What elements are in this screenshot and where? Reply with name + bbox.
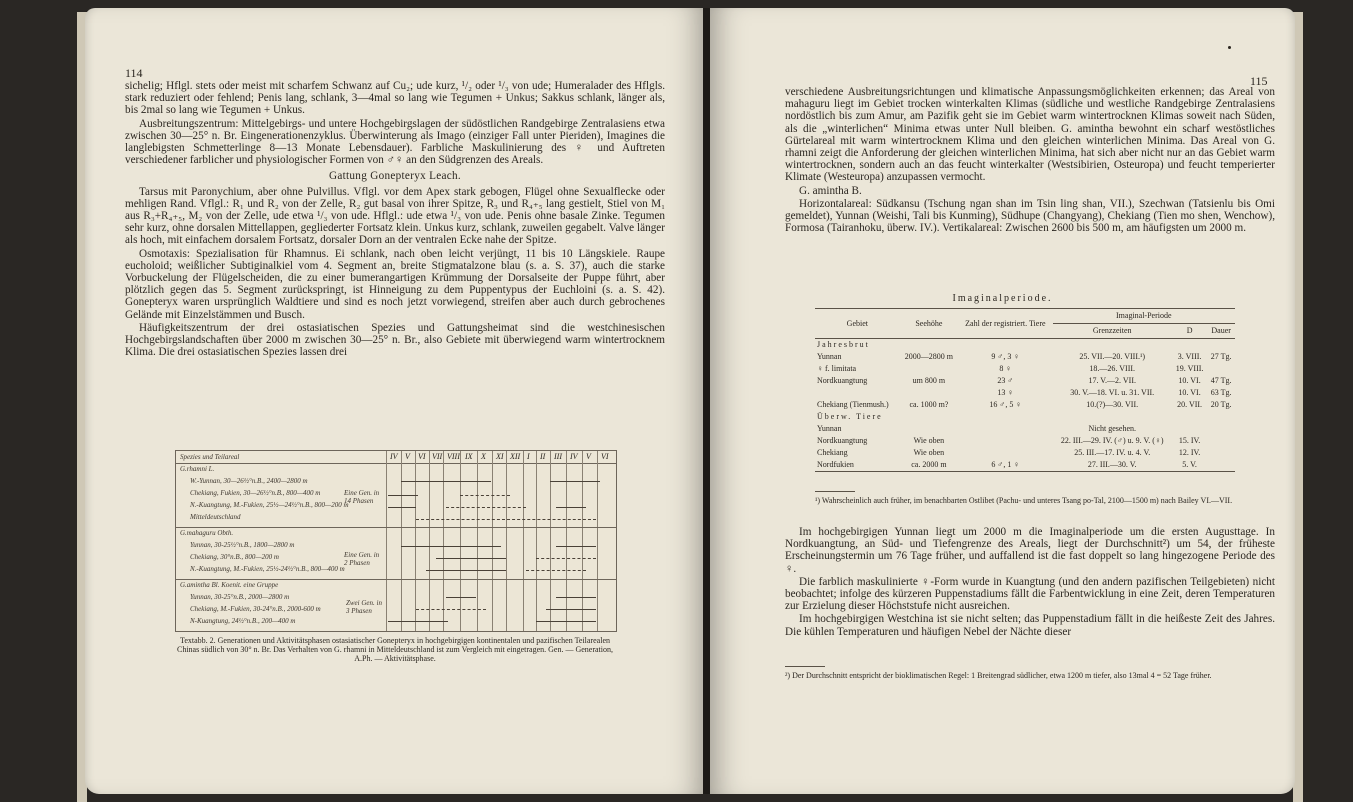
grid-line — [386, 451, 387, 631]
activity-bar — [536, 621, 596, 622]
paragraph: sichelig; Hflgl. stets oder meist mit scharfem Schwanz auf Cu₂; ude kurz, ¹/₂ oder ¹/₃ von ude; Humeralader des Hflgls. stark reduziert oder fehlend; Penis lang, schlank, 3—4mal so lang wie Tegumen + Unkus; Sakkus schlank, länger als, bis 2mal so lang wie Tegumen + Unkus. — [125, 80, 665, 117]
table-cell — [815, 387, 900, 399]
grid-line — [566, 451, 567, 631]
generation-note: Eine Gen. in 2 Phasen — [344, 551, 380, 567]
activity-bar — [388, 495, 418, 496]
activity-bar — [556, 597, 596, 598]
grid-line — [582, 451, 583, 631]
generation-note: Eine Gen. in 14 Phasen — [344, 489, 380, 505]
activity-bar — [388, 507, 416, 508]
table-cell — [900, 387, 958, 399]
page-number: 115 — [1250, 74, 1268, 88]
footnote-rule — [785, 666, 825, 667]
grid-line — [506, 451, 507, 631]
activity-bar — [556, 546, 596, 547]
grid-line — [460, 451, 461, 631]
month-label: IV — [390, 452, 398, 461]
table-cell: 30. V.—18. VI. u. 31. VII. — [1070, 388, 1155, 397]
activity-bar — [446, 597, 476, 598]
footnote: ²) Der Durchschnitt entspricht der bioklimatischen Regel: 1 Breitengrad südlicher, etwa 1200 m tiefer, also 13mal 4 = 52 Tage früher. — [785, 671, 1212, 680]
region-label: Chekiang, 30°n.B., 800—200 m — [190, 553, 279, 561]
text-column — [125, 80, 665, 359]
grid-line — [443, 451, 444, 631]
table-cell: 12. IV. — [1178, 448, 1201, 457]
grid-line — [429, 451, 430, 631]
table-cell — [1207, 411, 1235, 423]
table-cell — [900, 423, 958, 435]
table-cell: 10. VI. — [1178, 376, 1201, 385]
month-label: IX — [465, 452, 473, 461]
table-header-row — [815, 309, 1235, 324]
table-cell: um 800 m — [912, 376, 946, 385]
table-cell: 17. V.—2. VII. — [1088, 376, 1136, 385]
table-cell: 25. VII.—20. VIII.¹) — [1079, 352, 1146, 361]
paragraph: Horizontalareal: Südkansu (Tschung ngan shan im Tsin ling shan, VII.), Szechwan (Tatsienlu bis Omi gemeldet), Yunnan (Weishi, Tali bis Kunming), Südhupe (Changyang), Chekiang (Tien mo shen, Wenchow), Formosa (Tairanhoku, überw. IV.). Vertikalareal: Zwischen 2600 bis 500 m, am häufigsten um 2000 m. — [785, 197, 1275, 235]
table-cell: 27. III.—30. V. — [1053, 459, 1172, 472]
month-label: II — [540, 452, 546, 461]
inactive-bar — [416, 609, 486, 610]
table-cell: 63 Tg. — [1210, 388, 1232, 397]
right-page — [710, 8, 1295, 794]
inactive-bar — [446, 507, 526, 508]
table-cell: ca. 1000 m? — [909, 400, 949, 409]
table-cell: 15. IV. — [1178, 436, 1201, 445]
month-label: XII — [510, 452, 521, 461]
grid-line — [550, 451, 551, 631]
inactive-bar — [460, 495, 510, 496]
table-row — [815, 459, 1235, 472]
column-header: Imaginal-Periode — [1053, 309, 1235, 324]
table-cell — [1207, 459, 1235, 472]
table-cell: 22. III.—29. IV. (♂) u. 9. V. (♀) — [1060, 436, 1164, 445]
table-cell: Nordkuangtung — [817, 436, 868, 445]
species-title: G.mahaguru Obth. — [180, 529, 234, 537]
table-cell: Nordkuangtung — [817, 376, 868, 385]
column-header: Dauer — [1207, 324, 1235, 339]
table-cell — [1207, 423, 1235, 435]
table-cell: Yunnan — [817, 352, 842, 361]
month-label: VII — [432, 452, 443, 461]
month-label: IV — [570, 452, 578, 461]
table-cell: 9 ♂, 3 ♀ — [991, 352, 1020, 361]
table-cell — [1053, 339, 1172, 352]
region-label: Chekiang, Fukien, 30—26½°n.B., 800—400 m — [190, 489, 321, 497]
grid-line — [523, 451, 524, 631]
paragraph: Osmotaxis: Spezialisation für Rhamnus. Ei schlank, nach oben leicht verjüngt, 11 bis 10 Längskiele. Raupe eucholoid; weißlicher Subtiginalkiel vom 4. Segment an, breite Stigmatalzone blau (s. a. S. 37), auch die starke Vorbuckelung der Flügelscheiden, die zu einer bumerangartigen Krümmung der Dorsalseite der Puppe führt, aber plötzlich gegen das 5. Segment zurückspringt, ist Hinneigung zu dem Puppentypus der Euchloini (s. a. S. 42). Gonepteryx waren ursprünglich Waldtiere und sind es noch jetzt vorwiegend, streifen aber auch durch gebrochenes Gelände mit Einzelstämmen und Busch. — [125, 247, 665, 321]
figure-header-label: Spezies und Teilareal — [180, 453, 240, 461]
table-cell — [900, 411, 958, 423]
paragraph: Im hochgebirgigen Yunnan liegt um 2000 m die Imaginalperiode um die ersten Augusttage. In Nordkuangtung, an Süd- und Tiefengrenze des Areals, liegt der Durchschnitt²) um 54, der früheste Erscheinungstermin um 76 Tage früher, und auffallend ist die fast doppelt so lang hingezogene Periode des ♀. — [785, 526, 1275, 575]
imaginal-period-table — [815, 308, 1235, 472]
group-divider — [176, 579, 616, 580]
table-cell: Wie oben — [913, 448, 945, 457]
activity-bar — [436, 558, 506, 559]
table-cell — [900, 363, 958, 375]
table-cell: ca. 2000 m — [900, 459, 958, 472]
paragraph: Häufigkeitszentrum der drei ostasiatischen Spezies und Gattungsheimat sind die westchinesischen Hochgebirgslandschaften über 2000 m zwischen 30—25° n. Br., also Gebiete mit überwiegend warm wintertrocknem Klima. Die drei ostasiatischen Spezies lassen drei — [125, 321, 665, 359]
table-row — [815, 447, 1235, 459]
paragraph: Die farblich maskulinierte ♀-Form wurde in Kuangtung (und den andern pazifischen Teilgebieten) nicht beobachtet; infolge des kürzeren Puppenstadiums fällt die Farbentwicklung in eine Zeit, deren Temperaturen zur Erzielung dieser Höchststufe nicht ausreichen. — [785, 575, 1275, 613]
table-row — [815, 363, 1235, 375]
month-label: III — [554, 452, 562, 461]
table-cell: Nicht gesehen. — [1088, 424, 1136, 433]
table-cell: 18.—26. VIII. — [1089, 364, 1136, 373]
group-divider — [176, 527, 616, 528]
table-cell — [1053, 411, 1172, 423]
species-title: G.rhamni L. — [180, 465, 215, 473]
genus-heading: Gattung Gonepteryx Leach. — [328, 170, 462, 183]
grid-line — [401, 451, 402, 631]
table-cell: 27 Tg. — [1210, 352, 1232, 361]
month-label: V — [405, 452, 410, 461]
region-label: Yunnan, 30-25°n.B., 2000—2800 m — [190, 593, 290, 601]
column-header: Seehöhe — [900, 309, 958, 339]
paragraph: Im hochgebirgigen Westchina ist sie nicht selten; das Puppenstadium fällt in die heißeste Zeit des Jahres. Die kühlen Temperaturen und häufigen Nebel der Nächte dieser — [785, 613, 1275, 638]
table-cell: 25. III.—17. IV. u. 4. V. — [1074, 448, 1151, 457]
activity-bar — [426, 570, 506, 571]
table-row — [815, 411, 1235, 423]
table-cell — [1207, 447, 1235, 459]
open-book — [55, 8, 1295, 794]
table-cell — [958, 339, 1052, 352]
table-cell — [900, 339, 958, 352]
table-cell — [958, 447, 1052, 459]
table-cell: 3. VIII. — [1177, 352, 1202, 361]
grid-line — [536, 451, 537, 631]
month-label: VI — [601, 452, 609, 461]
region-label: N.-Kuangtung, M.-Fukien, 25½-24½°n.B., 800—400 m — [190, 565, 345, 573]
footnote-rule — [815, 491, 855, 492]
footnote: ¹) Wahrscheinlich auch früher, im benachbarten Ostlibet (Pachu- und unteres Tsang po-Tal, 2100—1500 m) nach Bailey VI.—VII. — [815, 496, 1233, 505]
table-cell: 19. VIII. — [1175, 364, 1204, 373]
paragraph: verschiedene Ausbreitungsrichtungen und klimatische Anpassungsmöglichkeiten erkennen; das Areal von mahaguru liegt im Gebiet trocken winterkalten Klimas (südliche und westliche Randgebirge Zentralasiens nordöstlich bis zum Amur, am Pazifik geht sie im Gebiet warm wintertrocknen Klimas soweit nach Süden, als die „winterlichen“ Minima etwas unter Null bleiben. G. amintha bewohnt ein scharf westöstliches Gürtelareal mit warm wintertrocknem Klima und den gleichen winterlichen Minima. Das Areal von G. rhamni zeigt die Anforderung der gleichen winterlichen Minima, hat sich aber nicht nur an das Gebiet warm wintertrocknen, sondern auch an das feucht winterkalter (Westsibirien, Osteuropa) und feucht temperierter Klimate (Westeuropa) anzupassen vermocht. — [785, 86, 1275, 184]
printer-mark — [1228, 46, 1231, 49]
inactive-bar — [416, 519, 596, 520]
table-cell — [1172, 339, 1207, 352]
generation-figure — [175, 450, 617, 632]
table-cell — [1207, 435, 1235, 447]
activity-bar — [546, 609, 596, 610]
paragraph: Ausbreitungszentrum: Mittelgebirgs- und untere Hochgebirgslagen der südöstlichen Randgebirge Zentralasiens etwa zwischen 30—25° n. Br. Eingenerationenzyklus. Überwinterung als Imago (einziger Fall unter Pieriden), Imagines die langlebigsten Schmetterlinge 8—13 Monate Lebensdauer). Farbliche Maskulinierung des ♀ und Auftreten verschiedener farblicher und physiologischer Formen von ♂♀ an den Südgrenzen des Areals. — [125, 117, 665, 167]
table-cell: 8 ♀ — [999, 364, 1012, 373]
table-row — [815, 351, 1235, 363]
table-row — [815, 399, 1235, 411]
month-label: I — [527, 452, 530, 461]
column-header: Gebiet — [815, 309, 900, 339]
table-cell: 2000—2800 m — [904, 352, 954, 361]
region-label: W.-Yunnan, 30—26½°n.B., 2400—2800 m — [190, 477, 308, 485]
text-column — [785, 86, 1275, 235]
grid-line — [415, 451, 416, 631]
region-label: N.-Kuangtung, M.-Fukien, 25½—24½°n.B., 800—200 m — [190, 501, 349, 509]
table-cell: Jahresbrut — [817, 340, 870, 349]
month-label: VI — [418, 452, 426, 461]
activity-bar — [550, 481, 600, 482]
table-cell: 10.(?)—30. VII. — [1086, 400, 1139, 409]
table-cell — [958, 423, 1052, 435]
table-cell — [958, 435, 1052, 447]
table-cell: 5. V. — [1172, 459, 1207, 472]
table-row — [815, 339, 1235, 352]
species-title: G.amintha Bl. Koenit. eine Gruppe — [180, 581, 279, 589]
region-label: Yunnan, 30-25½°n.B., 1800—2800 m — [190, 541, 295, 549]
table-row — [815, 435, 1235, 447]
table-cell: ♀ f. limitata — [817, 364, 857, 373]
table-cell: 20. VII. — [1177, 400, 1203, 409]
figure-caption: Textabb. 2. Generationen und Aktivitätsphasen ostasiatischer Gonepteryx in hochgebirgigen kontinentalen und pazifischen Teilarealen Chinas südlich von 30° n. Br. Das Verhalten von G. rhamni in Mitteldeutschland ist zum Vergleich mit eingetragen. Gen. — Generation, A.Ph. — Aktivitätsphase. — [176, 636, 613, 663]
table-cell: Chekiang — [817, 448, 848, 457]
month-label: X — [481, 452, 486, 461]
table-cell: 13 ♀ — [997, 388, 1014, 397]
text-column — [785, 526, 1275, 639]
table-cell: 6 ♂, 1 ♀ — [958, 459, 1052, 472]
grid-line — [597, 451, 598, 631]
region-label: Chekiang, M.-Fukien, 30-24°n.B., 2000-600 m — [190, 605, 321, 613]
table-cell — [958, 411, 1052, 423]
table-cell: Wie oben — [913, 436, 945, 445]
activity-bar — [556, 507, 586, 508]
page-number: 114 — [125, 66, 143, 80]
table-cell: 20 Tg. — [1210, 400, 1232, 409]
table-cell: 23 ♂ — [997, 376, 1014, 385]
grid-line — [477, 451, 478, 631]
inactive-bar — [526, 570, 586, 571]
column-header: Zahl der registriert. Tiere — [958, 309, 1052, 339]
table-cell: Yunnan — [817, 424, 842, 433]
table-cell: 10. VI. — [1178, 388, 1201, 397]
table-row — [815, 375, 1235, 387]
region-label: Mitteldeutschland — [190, 513, 241, 521]
species-heading: G. amintha B. — [799, 184, 862, 197]
activity-bar — [401, 481, 491, 482]
paragraph: Tarsus mit Paronychium, aber ohne Pulvillus. Vflgl. vor dem Apex stark gebogen, Flügel ohne Sexualflecke oder mehligen Rand. Vflgl.: R₁ und R₂ von der Zelle, R₂ gut basal von ihrer Spitze, R₃ und R₄₊₅ lang gestielt, Stiel von M₁ aus R₃+R₄₊₅, M₂ von der Zelle, ude etwa ¹/₃ von ude. Hflgl.: ude etwa ¹/₃ von ude. Penis ohne basale Zinke. Tegumen sehr kurz, ohne dorsalen Mittellappen, gegliederter Fortsatz klein. Unkus kurz, schlank, zuweilen gegabelt. Valve länger als hoch, mit einfachem dorsalem Fortsatz, dorsaler Dorn an der ventralen Ecke nahe der Spitze. — [125, 185, 665, 247]
table-row — [815, 387, 1235, 399]
table-cell — [1172, 411, 1207, 423]
table-cell: 16 ♂, 5 ♀ — [989, 400, 1022, 409]
month-label: VIII — [447, 452, 460, 461]
table-cell — [1172, 423, 1207, 435]
table-cell — [1207, 339, 1235, 352]
table-cell: Überw. Tiere — [817, 412, 883, 421]
column-header: Grenzzeiten — [1053, 324, 1172, 339]
table-cell: 47 Tg. — [1210, 376, 1232, 385]
table-cell — [1207, 363, 1235, 375]
activity-bar — [401, 546, 501, 547]
month-label: V — [586, 452, 591, 461]
region-label: N-Kuangtung, 24½°n.B., 200—400 m — [190, 617, 296, 625]
table-cell: Nordfukien — [815, 459, 900, 472]
table-cell: Chekiang (Tienmush.) — [817, 400, 889, 409]
activity-bar — [388, 621, 448, 622]
table-title: Imaginalperiode. — [952, 293, 1053, 304]
generation-note: Zwei Gen. in 3 Phasen — [346, 599, 382, 615]
left-page — [85, 8, 705, 794]
month-label: XI — [496, 452, 504, 461]
grid-line — [492, 451, 493, 631]
inactive-bar — [536, 558, 596, 559]
column-header: D — [1172, 324, 1207, 339]
table-row — [815, 423, 1235, 435]
